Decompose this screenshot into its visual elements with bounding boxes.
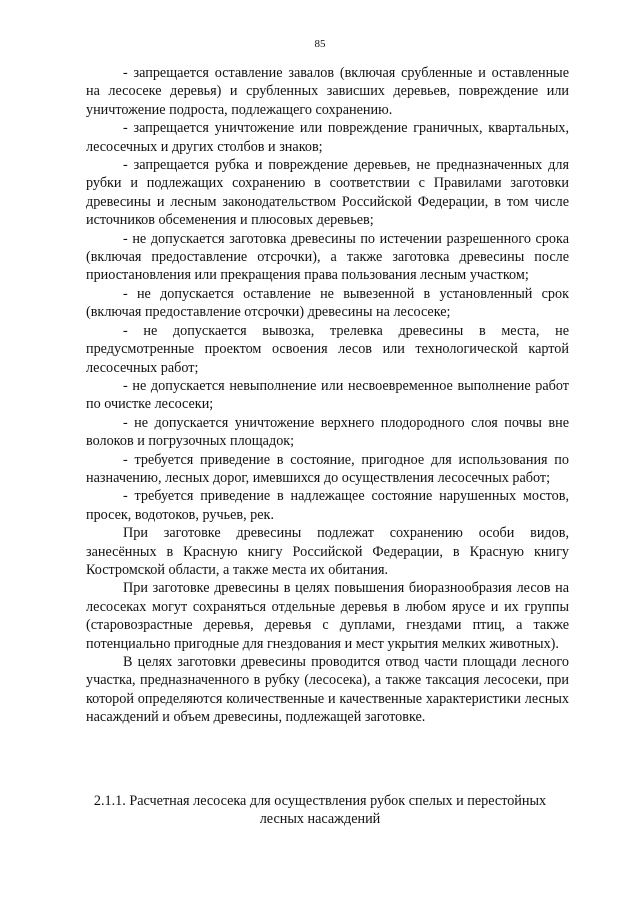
- paragraph: При заготовке древесины подлежат сохранению особи видов, занесённых в Красную книгу Российской Федерации, в Красную книгу Костромской области, а также места их обитания.: [86, 525, 569, 578]
- paragraph: - не допускается вывозка, трелевка древесины в места, не предусмотренные проектом освоения лесов или технологической картой лесосечных работ;: [86, 322, 569, 376]
- page-number: 85: [314, 38, 326, 50]
- paragraph: - запрещается уничтожение или повреждение граничных, квартальных, лесосечных и других столбов и знаков;: [86, 120, 569, 155]
- paragraph: При заготовке древесины в целях повышения биоразнообразия лесов на лесосеках могут сохраняться отдельные деревья в любом ярусе и их группы (старовозрастные деревья, деревья с дуплами, гнездами птиц, а также потенциально пригодные для гнездования и мест укрытия мелких животных).: [86, 580, 569, 652]
- paragraph: В целях заготовки древесины проводится отвод части площади лесного участка, предназначенного в рубку (лесосека), а также таксация лесосеки, при которой определяются количественные и качественные характеристики лесных насаждений и объем древесины, подлежащей заготовке.: [86, 654, 569, 726]
- paragraph: - требуется приведение в состояние, пригодное для использования по назначению, лесных дорог, имевшихся до осуществления лесосечных работ;: [86, 451, 569, 486]
- paragraph: - требуется приведение в надлежащее состояние нарушенных мостов, просек, водотоков, ручьев, рек.: [86, 488, 569, 523]
- body-text: [86, 64, 569, 727]
- paragraph: - не допускается уничтожение верхнего плодородного слоя почвы вне волоков и погрузочных площадок;: [86, 414, 569, 450]
- paragraph: - запрещается рубка и повреждение деревьев, не предназначенных для рубки и подлежащих сохранению в соответствии с Правилами заготовки древесины и лесным законодательством Российской Федерации, в том числе источников обсеменения и плюсовых деревьев;: [86, 157, 569, 229]
- paragraph: - не допускается оставление не вывезенной в установленный срок (включая предоставление отсрочки) древесины на лесосеке;: [86, 285, 569, 321]
- paragraph: - запрещается оставление завалов (включая срубленные и оставленные на лесосеке деревья) и срубленных зависших деревьев, повреждение или уничтожение подроста, подлежащего сохранению.: [86, 65, 569, 118]
- section-heading: 2.1.1. Расчетная лесосека для осуществления рубок спелых и перестойных лесных насаждений: [93, 793, 547, 828]
- paragraph: - не допускается заготовка древесины по истечении разрешенного срока (включая предоставление отсрочки), а также заготовка древесины после приостановления или прекращения права пользования лесным участком;: [86, 230, 569, 284]
- paragraph: - не допускается невыполнение или несвоевременное выполнение работ по очистке лесосеки;: [86, 377, 569, 413]
